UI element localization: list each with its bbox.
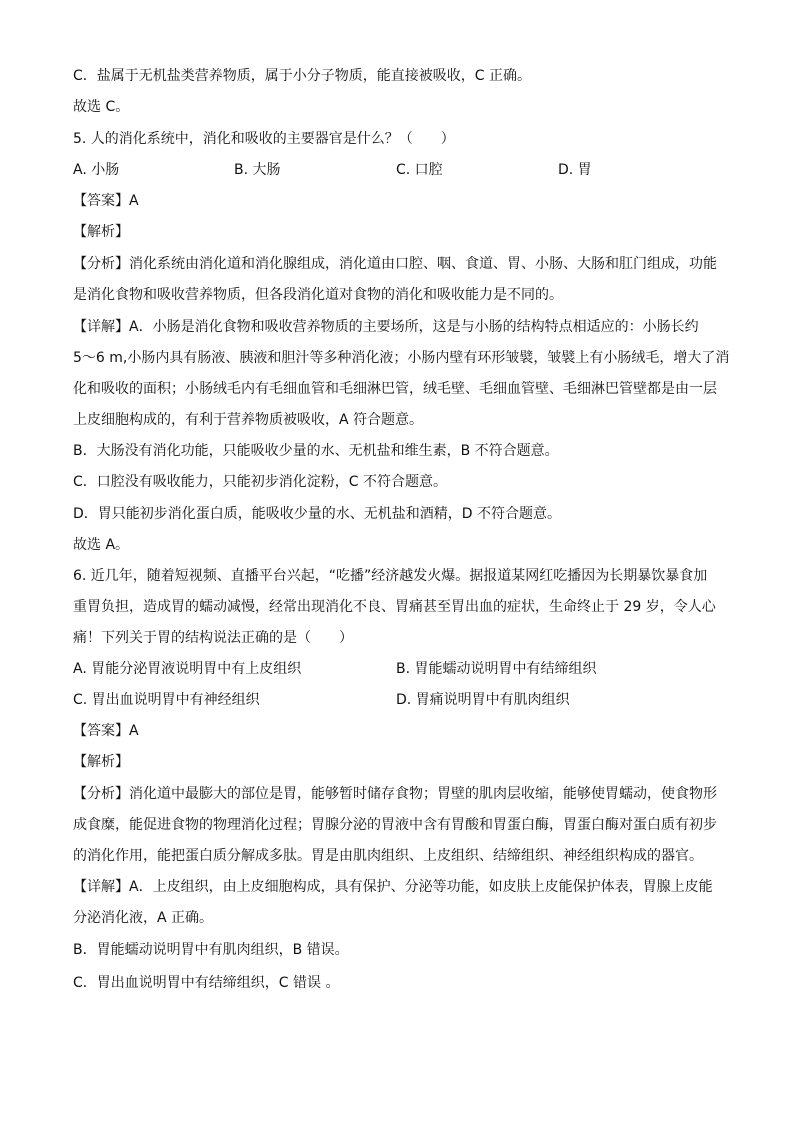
q5-analysis-heading: 【解析】 xyxy=(73,224,129,240)
q5-option-d: D. 胃 xyxy=(558,162,592,178)
q5-analysis-line: 是消化食物和吸收营养物质，但各段消化道对食物的消化和吸收能力是不同的。 xyxy=(73,287,563,303)
q6-analysis-line: 成食糜，能促进食物的物理消化过程；胃腺分泌的胃液中含有胃酸和胃蛋白酶，胃蛋白酶对蛋白质有初步 xyxy=(73,817,717,833)
q6-detail-line: C．胃出血说明胃中有结缔组织，C 错误 。 xyxy=(73,975,340,991)
q5-choose: 故选 A。 xyxy=(73,537,130,553)
q6-analysis-line: 【分析】消化道中最膨大的部位是胃，能够暂时储存食物；胃壁的肌肉层收缩，能够使胃蠕动，使食物形 xyxy=(73,786,717,802)
q6-analysis-heading: 【解析】 xyxy=(73,754,129,770)
q5-detail-line: 【详解】A．小肠是消化食物和吸收营养物质的主要场所，这是与小肠的结构特点相适应的：小肠长约 xyxy=(73,319,699,335)
q6-option-d: D. 胃痛说明胃中有肌肉组织 xyxy=(396,692,570,708)
q5-detail-line: D．胃只能初步消化蛋白质，能吸收少量的水、无机盐和酒精，D 不符合题意。 xyxy=(73,506,562,522)
q6-detail-line: 【详解】A．上皮组织，由上皮细胞构成，具有保护、分泌等功能，如皮肤上皮能保护体表，胃腺上皮能 xyxy=(73,879,713,895)
q6-analysis-line: 的消化作用，能把蛋白质分解成多肽。胃是由肌肉组织、上皮组织、结缔组织、神经组织构成的器官。 xyxy=(73,848,703,864)
q5-detail-line: 上皮细胞构成的，有利于营养物质被吸收，A 符合题意。 xyxy=(73,412,424,428)
q6-option-a: A. 胃能分泌胃液说明胃中有上皮组织 xyxy=(73,661,302,677)
q5-option-b: B. 大肠 xyxy=(234,162,281,178)
q6-answer: 【答案】A xyxy=(73,723,139,739)
question-5-stem: 5. 人的消化系统中，消化和吸收的主要器官是什么？（ ） xyxy=(73,131,455,147)
q5-analysis-line: 【分析】消化系统由消化道和消化腺组成，消化道由口腔、咽、食道、胃、小肠、大肠和肛门组成，功能 xyxy=(73,256,717,272)
question-6-stem: 痛！下列关于胃的结构说法正确的是（ ） xyxy=(73,630,353,646)
question-6-stem: 6. 近几年，随着短视频、直播平台兴起，“吃播”经济越发火爆。据报道某网红吃播因为长期暴饮暴食加 xyxy=(73,568,708,584)
q5-option-a: A. 小肠 xyxy=(73,162,120,178)
q5-detail-line: 5～6 m,小肠内具有肠液、胰液和胆汁等多种消化液；小肠内壁有环形皱襞，皱襞上有小肠绒毛，增大了消 xyxy=(73,350,730,366)
q6-detail-line: B．胃能蠕动说明胃中有肌肉组织，B 错误。 xyxy=(73,942,349,958)
q5-option-c: C. 口腔 xyxy=(396,162,443,178)
q6-option-b: B. 胃能蠕动说明胃中有结缔组织 xyxy=(396,661,597,677)
q5-answer: 【答案】A xyxy=(73,193,139,209)
text-line: 故选 C。 xyxy=(73,99,130,115)
q6-detail-line: 分泌消化液，A 正确。 xyxy=(73,910,214,926)
question-6-stem: 重胃负担，造成胃的蠕动减慢，经常出现消化不良、胃痛甚至胃出血的症状，生命终止于 29 岁，令人心 xyxy=(73,599,716,615)
q5-detail-line: B．大肠没有消化功能，只能吸收少量的水、无机盐和维生素，B 不符合题意。 xyxy=(73,443,559,459)
q6-option-c: C. 胃出血说明胃中有神经组织 xyxy=(73,692,260,708)
q5-detail-line: C．口腔没有吸收能力，只能初步消化淀粉，C 不符合题意。 xyxy=(73,474,447,490)
text-line: C．盐属于无机盐类营养物质，属于小分子物质，能直接被吸收，C 正确。 xyxy=(73,68,531,84)
q5-detail-line: 化和吸收的面积；小肠绒毛内有毛细血管和毛细淋巴管，绒毛壁、毛细血管壁、毛细淋巴管壁都是由一层 xyxy=(73,381,717,397)
